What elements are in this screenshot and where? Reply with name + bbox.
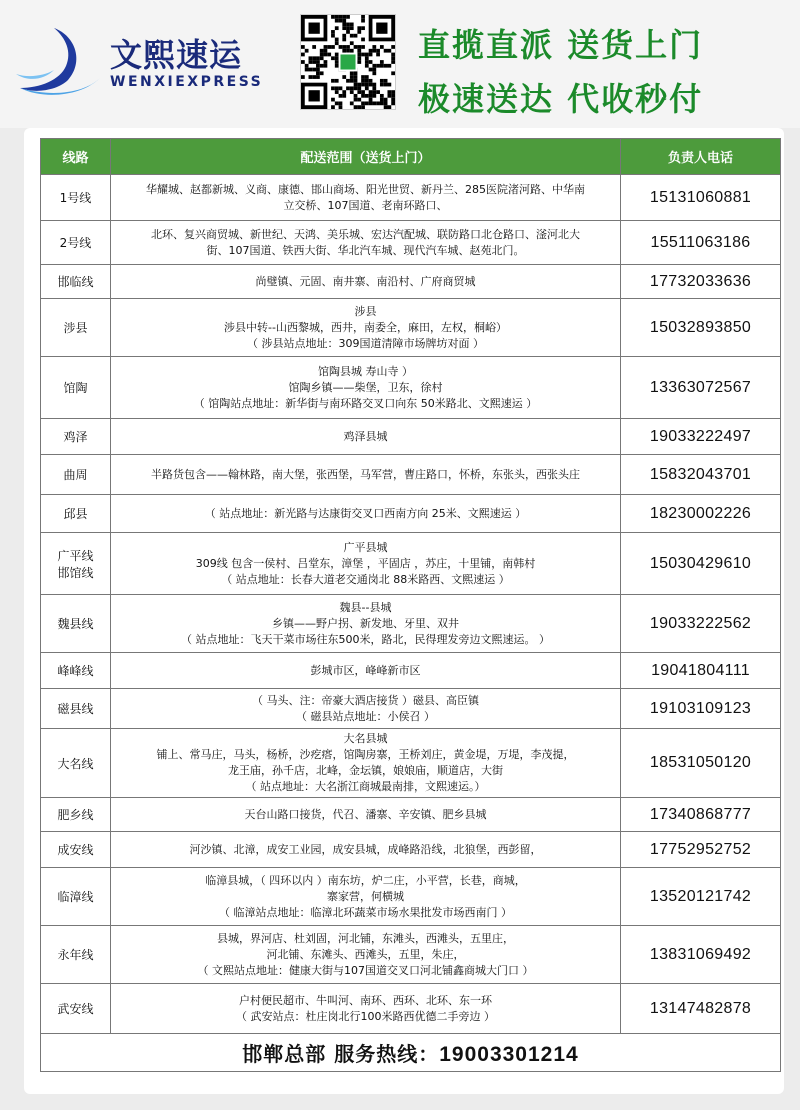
scope-line: （ 武安站点：杜庄岗北行100米路西优德二手旁边 ）	[236, 1009, 495, 1023]
scope-line: 县城，界河店、杜刘固，河北铺，东滩头，西滩头，五里庄，	[217, 931, 514, 945]
scope-line: 尚璧镇、元固、南井寨、南沿村、广府商贸城	[255, 274, 476, 288]
scope-line: 涉县中转--山西黎城，西井，南委全，麻田，左权，桐峪）	[224, 320, 507, 334]
scope-line: （ 临漳站点地址：临漳北环蔬菜市场水果批发市场西南门 ）	[219, 905, 512, 919]
table-row	[41, 221, 781, 265]
delivery-scope	[111, 868, 621, 926]
scope-line: 临漳县城，（ 四环以内 ）南东坊，炉二庄，小平营，长巷，商城，	[205, 873, 526, 887]
hotline-cell	[41, 1034, 781, 1072]
table-header-row	[41, 139, 781, 175]
table-row	[41, 653, 781, 689]
route-name: 大名线	[41, 729, 111, 798]
route-name: 临漳线	[41, 868, 111, 926]
header	[0, 0, 800, 128]
contact-phone[interactable]: 19103109123	[621, 689, 781, 729]
delivery-scope	[111, 653, 621, 689]
scope-line: 彭城市区，峰峰新市区	[310, 663, 421, 677]
route-name: 邯临线	[41, 265, 111, 299]
contact-phone[interactable]: 15511063186	[621, 221, 781, 265]
slogan-line-1: 直揽直派 送货上门	[418, 26, 704, 64]
table-row	[41, 868, 781, 926]
route-name: 魏县线	[41, 595, 111, 653]
contact-phone[interactable]: 19041804111	[621, 653, 781, 689]
table-row	[41, 357, 781, 419]
table-row	[41, 175, 781, 221]
scope-line: （ 文熙站点地址：健康大街与107国道交叉口河北铺鑫商城大门口 ）	[197, 963, 534, 977]
delivery-scope	[111, 832, 621, 868]
scope-line: （ 涉县站点地址：309国道清障市场牌坊对面 ）	[247, 336, 484, 350]
scope-line: （ 站点地址：新光路与达康街交叉口西南方向 25米、文熙速运 ）	[204, 506, 527, 520]
slogan-line-2: 极速送达 代收秒付	[418, 80, 704, 118]
scope-line: 立交桥、107国道、老南环路口、	[283, 198, 448, 212]
delivery-scope	[111, 984, 621, 1034]
scope-line: 魏县--县城	[339, 600, 392, 614]
qr-code-icon	[301, 15, 395, 109]
delivery-scope	[111, 419, 621, 455]
table-row	[41, 265, 781, 299]
hotline-row	[41, 1034, 781, 1072]
table-row	[41, 689, 781, 729]
route-name: 肥乡线	[41, 798, 111, 832]
scope-line: 街、107国道、铁西大街、华北汽车城、现代汽车城、赵苑北门。	[206, 243, 525, 257]
scope-line: 华耀城、赵都新城、义商、康德、邯山商场、阳光世贸、新丹兰、285医院渚河路、中华南	[146, 182, 585, 196]
table-row	[41, 729, 781, 798]
table-row	[41, 495, 781, 533]
scope-line: 河沙镇、北漳，成安工业园，成安县城，成峰路沿线，北狼堡，西彭留，	[189, 842, 542, 856]
contact-phone[interactable]: 17752952752	[621, 832, 781, 868]
route-table	[40, 138, 781, 1072]
contact-phone[interactable]: 18230002226	[621, 495, 781, 533]
scope-line: 半路货包含——翰林路，南大堡，张西堡，马军营，曹庄路口，怀桥，东张头，西张头庄	[151, 467, 580, 481]
table-row	[41, 984, 781, 1034]
scope-line: （ 马头、注：帝豪大酒店接货 ）磁县、高臣镇	[252, 693, 479, 707]
route-name: 武安线	[41, 984, 111, 1034]
logo-chinese-name: 文熙速运	[110, 36, 243, 74]
scope-line: 河北铺、东滩头、西滩头，五里，朱庄，	[266, 947, 465, 961]
contact-phone[interactable]: 15832043701	[621, 455, 781, 495]
route-name: 1号线	[41, 175, 111, 221]
table-row	[41, 455, 781, 495]
table-row	[41, 832, 781, 868]
header-scope: 配送范围（送货上门）	[111, 139, 621, 175]
scope-line: 北环、复兴商贸城、新世纪、天鸿、美乐城、宏达汽配城、联防路口北仓路口、滏河北大	[151, 227, 580, 241]
table-row	[41, 926, 781, 984]
swoosh-logo-icon	[14, 22, 104, 102]
table-row	[41, 299, 781, 357]
scope-line: （ 站点地址：飞天干菜市场往东500米，路北，民得理发旁边文熙速运。 ）	[181, 632, 550, 646]
contact-phone[interactable]: 15131060881	[621, 175, 781, 221]
route-name: 广平线 邯馆线	[41, 533, 111, 595]
table-row	[41, 798, 781, 832]
route-name: 涉县	[41, 299, 111, 357]
contact-phone[interactable]: 18531050120	[621, 729, 781, 798]
hotline-number[interactable]: 19003301214	[439, 1043, 579, 1066]
delivery-scope	[111, 495, 621, 533]
scope-line: 馆陶县城 寿山寺 ）	[318, 364, 413, 378]
scope-line: 天台山路口接货，代召、潘寨、辛安镇、肥乡县城	[244, 807, 487, 821]
scope-line: 馆陶乡镇——柴堡，卫东，徐村	[288, 380, 443, 394]
table-row	[41, 533, 781, 595]
scope-line: 寨家营，何横城	[327, 889, 404, 903]
contact-phone[interactable]: 15032893850	[621, 299, 781, 357]
header-phone: 负责人电话	[621, 139, 781, 175]
scope-line: 铺上、常马庄，马头，杨桥，沙疙瘩，馆陶房寨，王桥刘庄，黄金堤，万堤，李茂提，	[156, 748, 575, 761]
contact-phone[interactable]: 13831069492	[621, 926, 781, 984]
delivery-scope	[111, 175, 621, 221]
delivery-scope	[111, 729, 621, 798]
route-name: 馆陶	[41, 357, 111, 419]
wechat-qr-code	[300, 14, 396, 110]
scope-line: 鸡泽县城	[343, 429, 388, 443]
route-name: 峰峰线	[41, 653, 111, 689]
scope-line: （ 馆陶站点地址：新华街与南环路交叉口向东 50米路北、文熙速运 ）	[193, 396, 538, 410]
company-logo	[14, 18, 274, 98]
route-card	[24, 128, 784, 1094]
contact-phone[interactable]: 17732033636	[621, 265, 781, 299]
delivery-scope	[111, 926, 621, 984]
scope-line: （ 站点地址：大名浙江商城最南排，文熙速运。）	[245, 780, 486, 793]
route-name: 永年线	[41, 926, 111, 984]
scope-line: 户村便民超市、牛叫河、南环、西环、北环、东一环	[239, 993, 492, 1007]
scope-line: （ 磁县站点地址：小侯召 ）	[296, 709, 435, 723]
contact-phone[interactable]: 13363072567	[621, 357, 781, 419]
contact-phone[interactable]: 15030429610	[621, 533, 781, 595]
table-row	[41, 595, 781, 653]
delivery-scope	[111, 455, 621, 495]
delivery-scope	[111, 798, 621, 832]
contact-phone[interactable]: 19033222562	[621, 595, 781, 653]
header-route: 线路	[41, 139, 111, 175]
scope-line: 涉县	[354, 304, 377, 318]
delivery-scope	[111, 265, 621, 299]
logo-english-name: WENXIEXPRESS	[110, 74, 264, 90]
contact-phone[interactable]: 19033222497	[621, 419, 781, 455]
route-name: 磁县线	[41, 689, 111, 729]
delivery-scope	[111, 357, 621, 419]
delivery-scope	[111, 689, 621, 729]
table-row	[41, 419, 781, 455]
scope-line: 乡镇——野户拐、新发地、牙里、双井	[272, 616, 459, 630]
scope-line: 大名县城	[343, 732, 388, 745]
delivery-scope	[111, 595, 621, 653]
scope-line: 龙王庙，孙千店，北峰，金坛镇，娘娘庙，顺道店，大街	[228, 764, 503, 777]
route-name: 鸡泽	[41, 419, 111, 455]
scope-line: 广平县城	[343, 540, 388, 554]
scope-line: （ 站点地址：长春大道老交通岗北 88米路西、文熙速运 ）	[221, 572, 510, 586]
delivery-scope	[111, 533, 621, 595]
scope-line: 309线 包含一侯村、吕堂东，漳堡 ，平固店 ，苏庄，十里铺，南韩村	[195, 556, 536, 570]
delivery-scope	[111, 299, 621, 357]
contact-phone[interactable]: 13520121742	[621, 868, 781, 926]
contact-phone[interactable]: 17340868777	[621, 798, 781, 832]
delivery-scope	[111, 221, 621, 265]
contact-phone[interactable]: 13147482878	[621, 984, 781, 1034]
route-name: 邱县	[41, 495, 111, 533]
route-name: 2号线	[41, 221, 111, 265]
hotline-label: 邯郸总部 服务热线：	[242, 1042, 440, 1066]
route-name: 成安线	[41, 832, 111, 868]
route-name: 曲周	[41, 455, 111, 495]
